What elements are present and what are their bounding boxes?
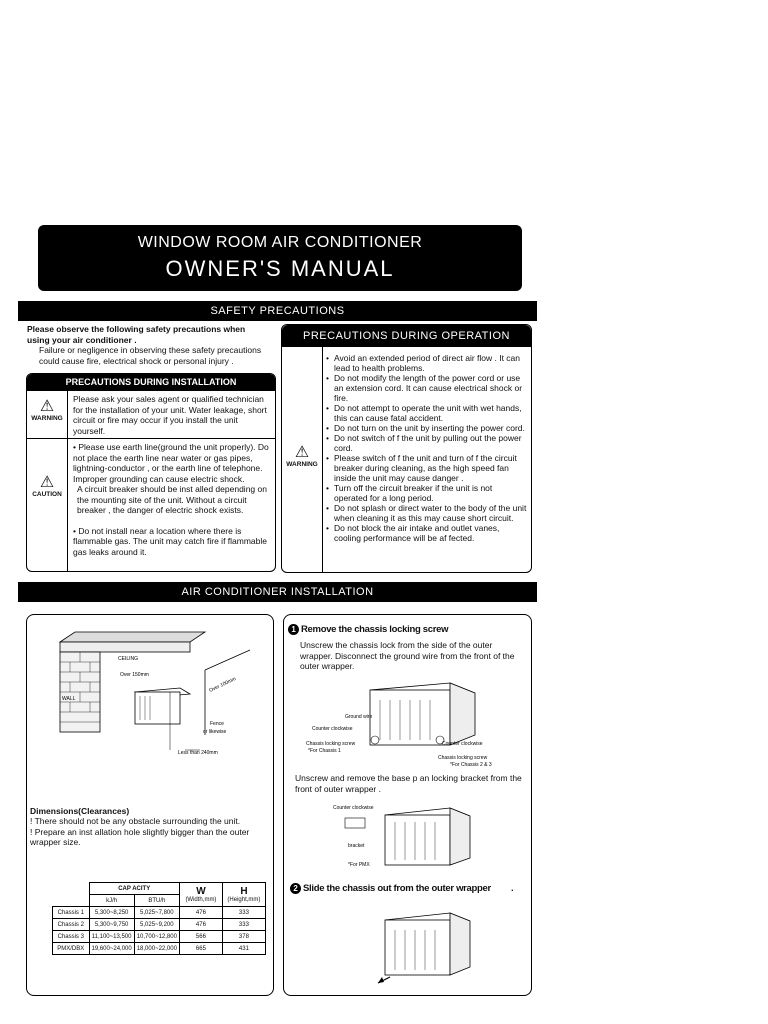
capacity-header: CAP ACITY: [89, 883, 179, 895]
table-cell: 5,025~9,200: [134, 919, 179, 931]
kjh-header: kJ/h: [89, 895, 134, 907]
installation-precautions-panel: [26, 373, 276, 572]
lock-screw-label-1: Chassis locking screw: [306, 741, 356, 747]
list-item: • Turn off the circuit breaker if the unit is not operated for a long period.: [326, 483, 528, 503]
manual-title-box: [38, 225, 522, 291]
table-cell: 18,000~22,000: [134, 943, 179, 955]
operation-precautions-header: PRECAUTIONS DURING OPERATION: [282, 325, 531, 347]
caution-text-3: • Do not install near a location where there is flammable gas. The unit may catch fire if flammable gas leaks around it.: [73, 525, 268, 557]
title-line1: WINDOW ROOM AIR CONDITIONER: [137, 234, 423, 251]
dimensions-list: [30, 816, 266, 848]
intro-line-4: could cause fire, electrical shock or personal injury .: [39, 355, 234, 366]
over150-label: Over 150mm: [120, 672, 149, 678]
for-pmx-label: *For PMX: [348, 862, 370, 868]
table-header-row: [53, 883, 266, 895]
table-row: [53, 907, 266, 919]
width-header: W (Width,mm): [179, 883, 222, 907]
table-row: [53, 943, 266, 955]
table-cell: Chassis 1: [53, 907, 90, 919]
step1-title: 1 Remove the chassis locking screw: [288, 624, 448, 635]
warning-text: Please ask your sales agent or qualified technician for the installation of your unit. Water leakage, short circuit or fire may occur if you install the unit yourself.: [73, 394, 267, 436]
table-cell: 19,600~24,000: [89, 943, 134, 955]
caution-label: CAUTION: [32, 491, 62, 498]
table-cell: 11,100~13,500: [89, 931, 134, 943]
list-item: • Avoid an extended period of direct air flow . It can lead to health problems.: [326, 353, 528, 373]
safety-intro: [27, 324, 277, 366]
table-cell: 5,300~9,750: [89, 919, 134, 931]
list-item: • Do not switch of f the unit by pulling out the power cord.: [326, 433, 528, 453]
height-header: H (Height,mm): [222, 883, 265, 907]
table-cell: 566: [179, 931, 222, 943]
caution-row: [27, 438, 275, 572]
wall-label: WALL: [62, 696, 76, 702]
ccw-label-1: Counter clockwise: [312, 726, 353, 732]
caution-cell: [27, 439, 68, 572]
section-installation-header: AIR CONDITIONER INSTALLATION: [18, 582, 537, 602]
list-item: • Do not attempt to operate the unit with wet hands, this can cause fatal accident.: [326, 403, 528, 423]
ccw-label-2: Counter clockwise: [442, 741, 483, 747]
operation-list: [326, 353, 528, 543]
btuh-header: BTU/h: [134, 895, 179, 907]
caution-text: [73, 442, 271, 557]
table-cell: 5,300~8,250: [89, 907, 134, 919]
fence-label: Fence: [210, 721, 224, 727]
caution-triangle-icon: ⚠: [39, 474, 55, 491]
for-chassis23-label: *For Chassis 2 & 3: [450, 762, 492, 768]
caution-text-2: A circuit breaker should be inst alled depending on the mounting site of the unit. Without a circuit breaker , the danger of electric shock exists.: [77, 484, 267, 515]
lock-screw-label-2: Chassis locking screw: [438, 755, 488, 761]
list-item: • Do not splash or direct water to the body of the unit when cleaning it as this may cause short circuit.: [326, 503, 528, 523]
list-item: ! Prepare an inst allation hole slightly bigger than the outer wrapper size.: [30, 826, 250, 847]
table-cell: 333: [222, 907, 265, 919]
capacity-table: [52, 882, 266, 955]
table-cell: 378: [222, 931, 265, 943]
table-cell: 10,700~12,800: [134, 931, 179, 943]
step2-number: 2: [290, 883, 301, 894]
step1-text2: Unscrew and remove the base p an locking bracket from the front of outer wrapper .: [295, 773, 522, 794]
list-item: • Do not modify the length of the power cord or use an extension cord. It can cause electrical shock or fire.: [326, 373, 528, 403]
table-cell: 476: [179, 907, 222, 919]
warning-label: WARNING: [31, 415, 63, 422]
table-cell: 665: [179, 943, 222, 955]
less240-label: Less than 240mm: [178, 750, 218, 756]
over100-label: Over 100mm: [208, 676, 238, 694]
warning-triangle-icon: ⚠: [39, 398, 55, 415]
intro-line-3: Failure or negligence in observing these safety precautions: [39, 345, 262, 355]
slide-chassis-diagram: [370, 905, 480, 985]
bracket-ccw-label: Counter clockwise: [333, 805, 374, 811]
for-chassis1-label: *For Chassis 1: [308, 748, 341, 754]
ceiling-label: CEILING: [118, 656, 139, 662]
warning-cell: [27, 391, 68, 438]
section-safety-header: SAFETY PRECAUTIONS: [18, 301, 537, 321]
table-cell: 333: [222, 919, 265, 931]
likewise-label: or likewise: [203, 729, 227, 735]
intro-bold-2: using your air conditioner .: [27, 334, 137, 345]
installation-precautions-header: PRECAUTIONS DURING INSTALLATION: [27, 374, 275, 390]
ground-wire-label: Ground wire: [345, 714, 373, 720]
list-item: • Do not turn on the unit by inserting the power cord.: [326, 423, 528, 433]
step1-number: 1: [288, 624, 299, 635]
table-cell: Chassis 3: [53, 931, 90, 943]
dimensions-title: Dimensions(Clearances): [30, 806, 130, 816]
step2-title: 2 Slide the chassis out from the outer wrapper .: [290, 883, 513, 894]
operation-warning-cell: [282, 347, 323, 572]
caution-text-1: • Please use earth line(ground the unit properly). Do not place the earth line near water or gas pipes, lightning-conductor , or the earth line of telephone. Improper grounding can cause electric shock.: [73, 442, 269, 484]
warning-row: [27, 390, 275, 438]
intro-bold-1: Please observe the following safety precautions when: [27, 324, 246, 334]
step1-text: Unscrew the chassis lock from the side of the outer wrapper. Disconnect the ground wire from the front of the outer wrapper.: [300, 640, 515, 671]
table-cell: Chassis 2: [53, 919, 90, 931]
list-item: • Do not block the air intake and outlet vanes, cooling performance will be af fected.: [326, 523, 528, 543]
operation-warning-triangle-icon: ⚠: [294, 444, 310, 461]
table-row: [53, 931, 266, 943]
operation-precautions-panel: [281, 324, 532, 573]
title-line2: OWNER'S MANUAL: [165, 256, 395, 281]
list-item: • Please switch of f the unit and turn of f the circuit breaker during cleaning, as the high speed fan inside the unit may cause danger .: [326, 453, 528, 483]
table-cell: 5,025~7,800: [134, 907, 179, 919]
bracket-diagram: [300, 800, 500, 875]
clearance-diagram: [40, 630, 260, 765]
bracket-label: bracket: [348, 843, 365, 849]
list-item: ! There should not be any obstacle surrounding the unit.: [30, 816, 241, 826]
chassis-lock-diagram: [300, 675, 525, 770]
table-cell: PMX/DBX: [53, 943, 90, 955]
table-cell: 431: [222, 943, 265, 955]
table-row: [53, 919, 266, 931]
table-cell: 476: [179, 919, 222, 931]
operation-warning-label: WARNING: [286, 461, 318, 468]
